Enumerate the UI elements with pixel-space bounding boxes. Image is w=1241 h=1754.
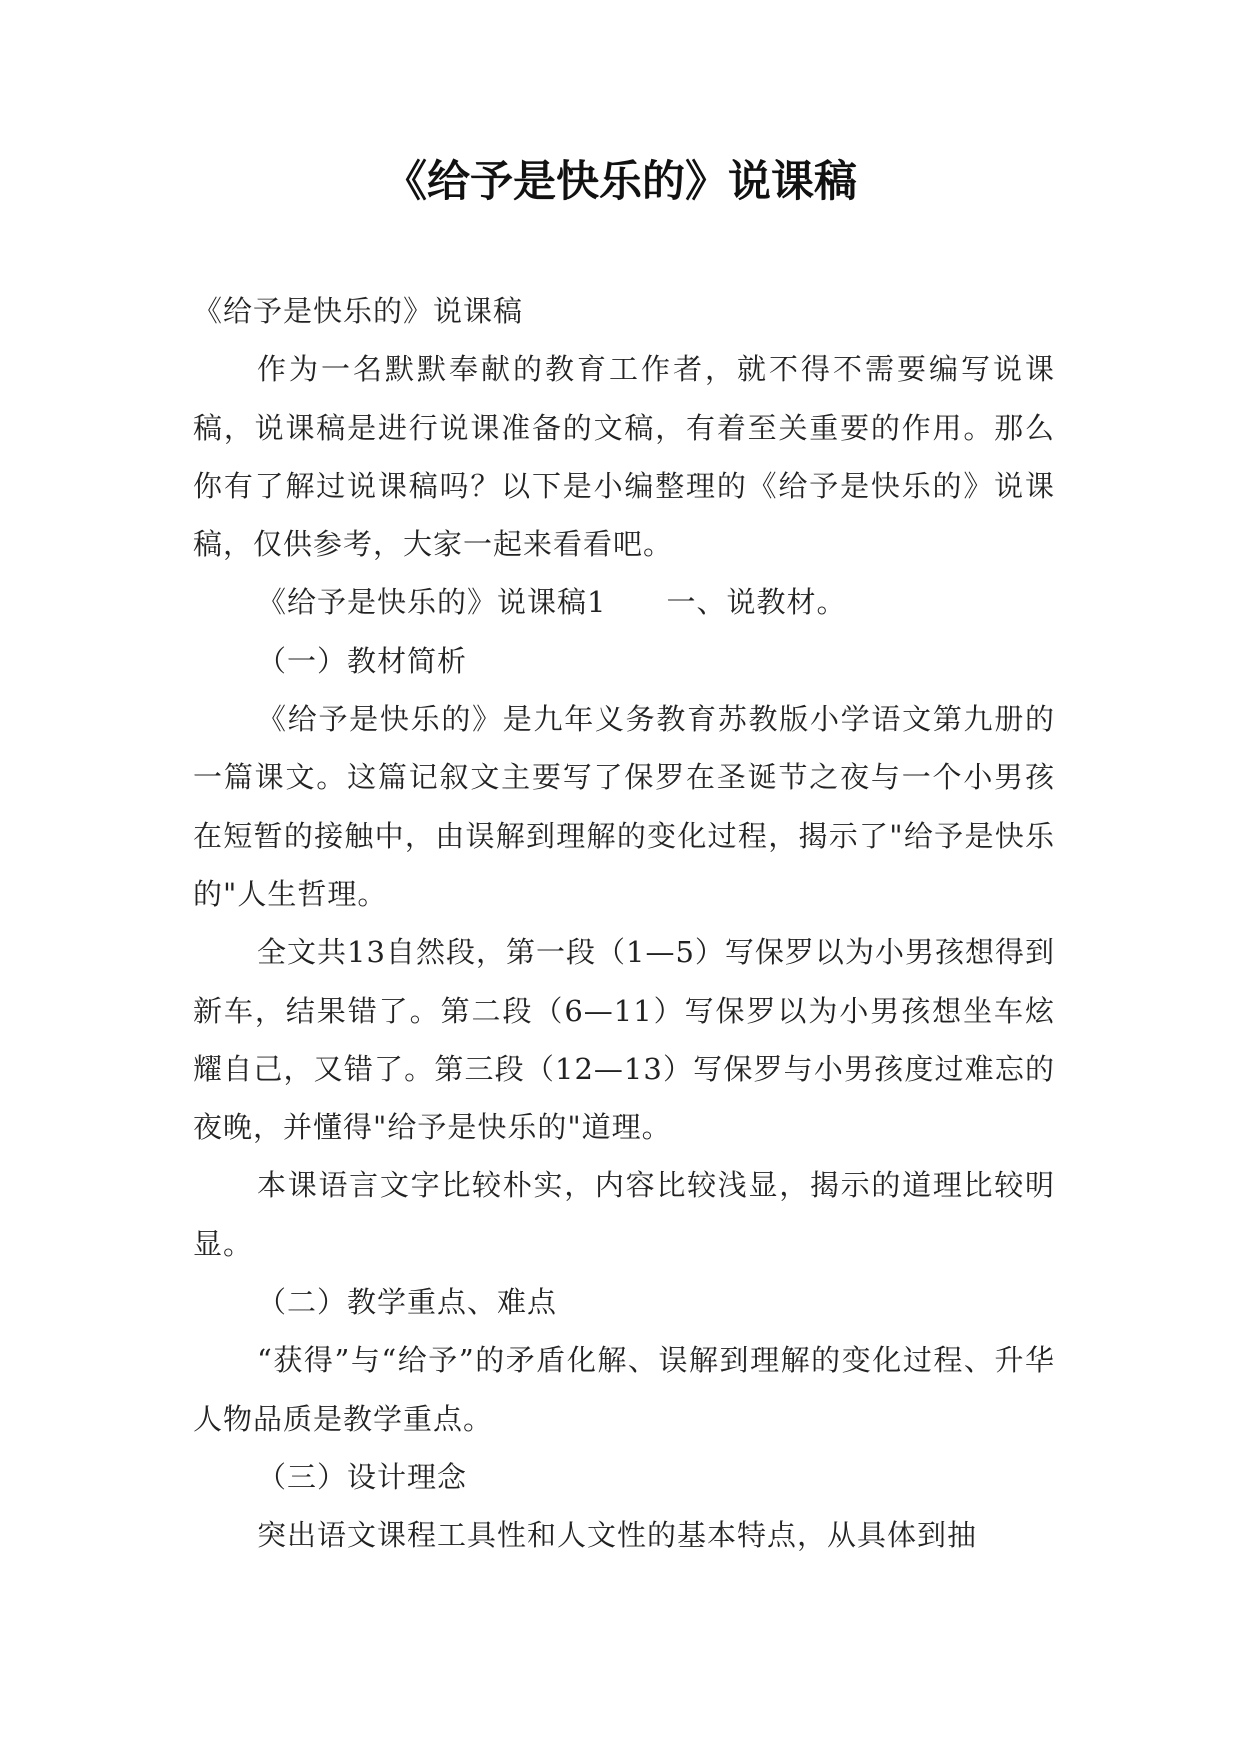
document-body (193, 282, 1055, 1565)
paragraph-intro: 作为一名默默奉献的教育工作者，就不得不需要编写说课稿，说课稿是进行说课准备的文稿，有着至关重要的作用。那么你有了解过说课稿吗？以下是小编整理的《给予是快乐的》说课稿，仅供参考，大家一起来看看吧。 (193, 352, 1055, 562)
paragraph-key-points: “获得”与“给予”的矛盾化解、误解到理解的变化过程、升华人物品质是教学重点。 (193, 1343, 1055, 1436)
paragraph-text-analysis: 《给予是快乐的》是九年义务教育苏教版小学语文第九册的一篇课文。这篇记叙文主要写了保罗在圣诞节之夜与一个小男孩在短暂的接触中，由误解到理解的变化过程，揭示了"给予是快乐的"人生哲理。 (193, 702, 1055, 911)
paragraph-subheading-3: （三）设计理念 (257, 1459, 468, 1494)
paragraph-design-concept: 突出语文课程工具性和人文性的基本特点，从具体到抽 (257, 1518, 978, 1553)
paragraph-language: 本课语言文字比较朴实，内容比较浅显，揭示的道理比较明显。 (193, 1168, 1055, 1261)
paragraph-section-heading: 《给予是快乐的》说课稿1 一、说教材。 (257, 585, 847, 620)
paragraph-subheading-1: （一）教材简析 (257, 643, 468, 678)
paragraph-subheading-2: （二）教学重点、难点 (257, 1285, 558, 1320)
paragraph-subtitle: 《给予是快乐的》说课稿 (193, 294, 524, 328)
paragraph-structure: 全文共13自然段，第一段（1—5）写保罗以为小男孩想得到新车，结果错了。第二段（6—11）写保罗以为小男孩想坐车炫耀自己，又错了。第三段（12—13）写保罗与小男孩度过难忘的夜晚，并懂得"给予是快乐的"道理。 (193, 935, 1055, 1145)
document-title: 《给予是快乐的》说课稿 (384, 157, 857, 207)
